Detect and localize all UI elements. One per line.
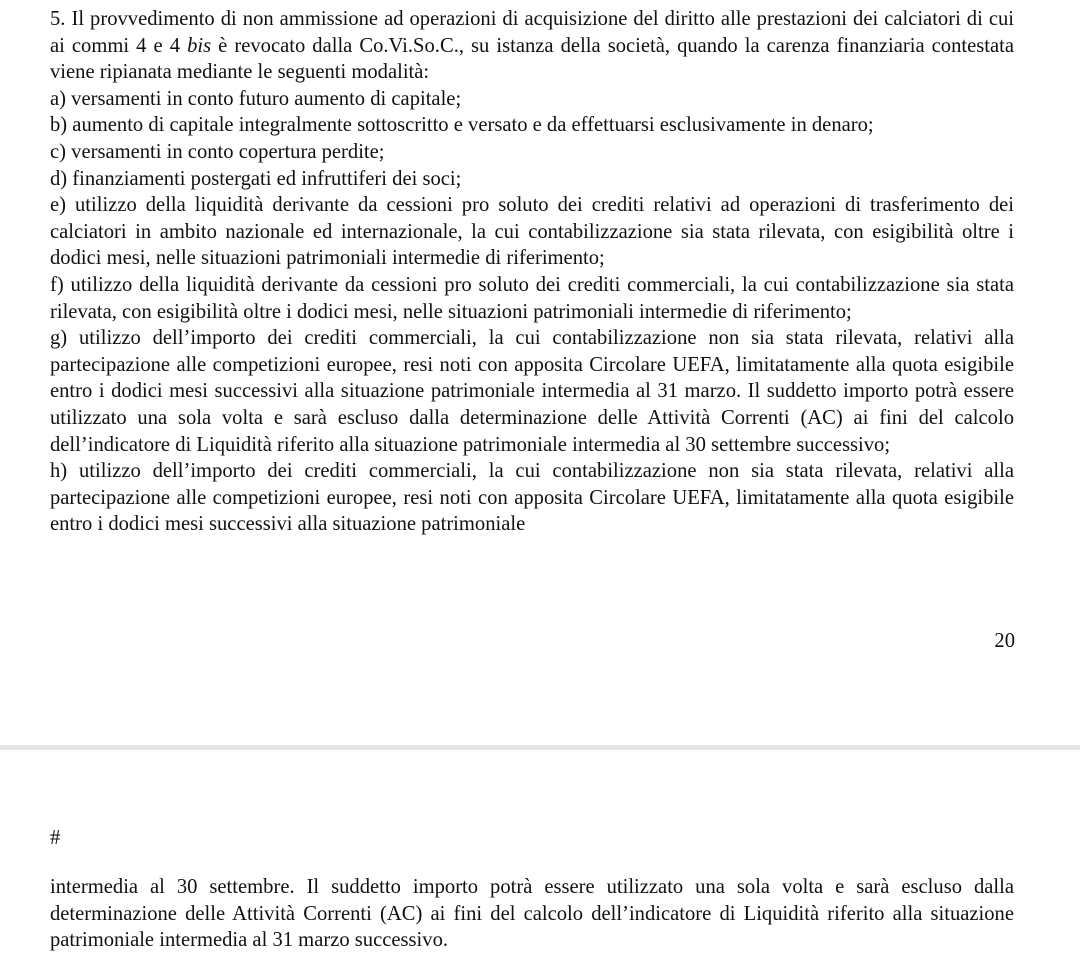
hash-mark: # (50, 827, 61, 849)
paragraph-intro-italic-bis: bis (187, 34, 212, 57)
paragraph-intro-text-end: è revocato dalla Co.Vi.So.C., su istanza della società, quando la carenza finanziaria contestata viene ripianata mediante le seguenti modalità: (50, 34, 1014, 84)
list-item-e: e) utilizzo della liquidità derivante da cessioni pro soluto dei crediti relativi ad operazioni di trasferimento dei calciatori in ambito nazionale ed internazionale, la cui contabilizzazione sia stata rilevata, con esigibilità oltre i dodici mesi, nelle situazioni patrimoniali intermedie di riferimento; (50, 194, 1014, 270)
continuation-paragraph (50, 874, 1014, 954)
page-number: 20 (994, 630, 1015, 652)
list-item-f: f) utilizzo della liquidità derivante da cessioni pro soluto dei crediti commerciali, la cui contabilizzazione sia stata rilevata, con esigibilità oltre i dodici mesi, nelle situazioni patrimoniali intermedie di riferimento; (50, 273, 1014, 323)
page-text-block (50, 6, 1014, 538)
paragraph-intro-text-start: 5. Il provvedimento di non ammissione ad operazioni di acquisizione del diritto alle prestazioni dei calciatori di cui ai commi 4 e 4 (50, 8, 1014, 57)
list-item-b: b) aumento di capitale integralmente sottoscritto e versato e da effettuarsi esclusivamente in denaro; (50, 114, 874, 137)
list-item-d: d) finanziamenti postergati ed infruttiferi dei soci; (50, 167, 462, 190)
list-item-c: c) versamenti in conto copertura perdite; (50, 140, 385, 163)
list-item-g: g) utilizzo dell’importo dei crediti commerciali, la cui contabilizzazione non sia stata rilevata, relativi alla partecipazione alle competizioni europee, resi noti con apposita Circolare UEFA, limitatamente alla quota esigibile entro i dodici mesi successivi alla situazione patrimoniale intermedia al 31 marzo. Il suddetto importo potrà essere utilizzato una sola volta e sarà escluso dalla determinazione delle Attività Correnti (AC) ai fini del calcolo dell’indicatore di Liquidità riferito alla situazione patrimoniale intermedia al 30 settembre successivo; (50, 327, 1014, 456)
list-item-h: h) utilizzo dell’importo dei crediti commerciali, la cui contabilizzazione non sia stata rilevata, relativi alla partecipazione alle competizioni europee, resi noti con apposita Circolare UEFA, limitatamente alla quota esigibile entro i dodici mesi successivi alla situazione patrimoniale (50, 460, 1014, 536)
continuation-text: intermedia al 30 settembre. Il suddetto importo potrà essere utilizzato una sola volta e sarà escluso dalla determinazione delle Attività Correnti (AC) ai fini del calcolo dell’indicatore di Liquidità riferito alla situazione patrimoniale intermedia al 31 marzo successivo. (50, 876, 1014, 952)
list-item-a: a) versamenti in conto futuro aumento di capitale; (50, 87, 462, 110)
paragraph-intro (50, 6, 1014, 86)
